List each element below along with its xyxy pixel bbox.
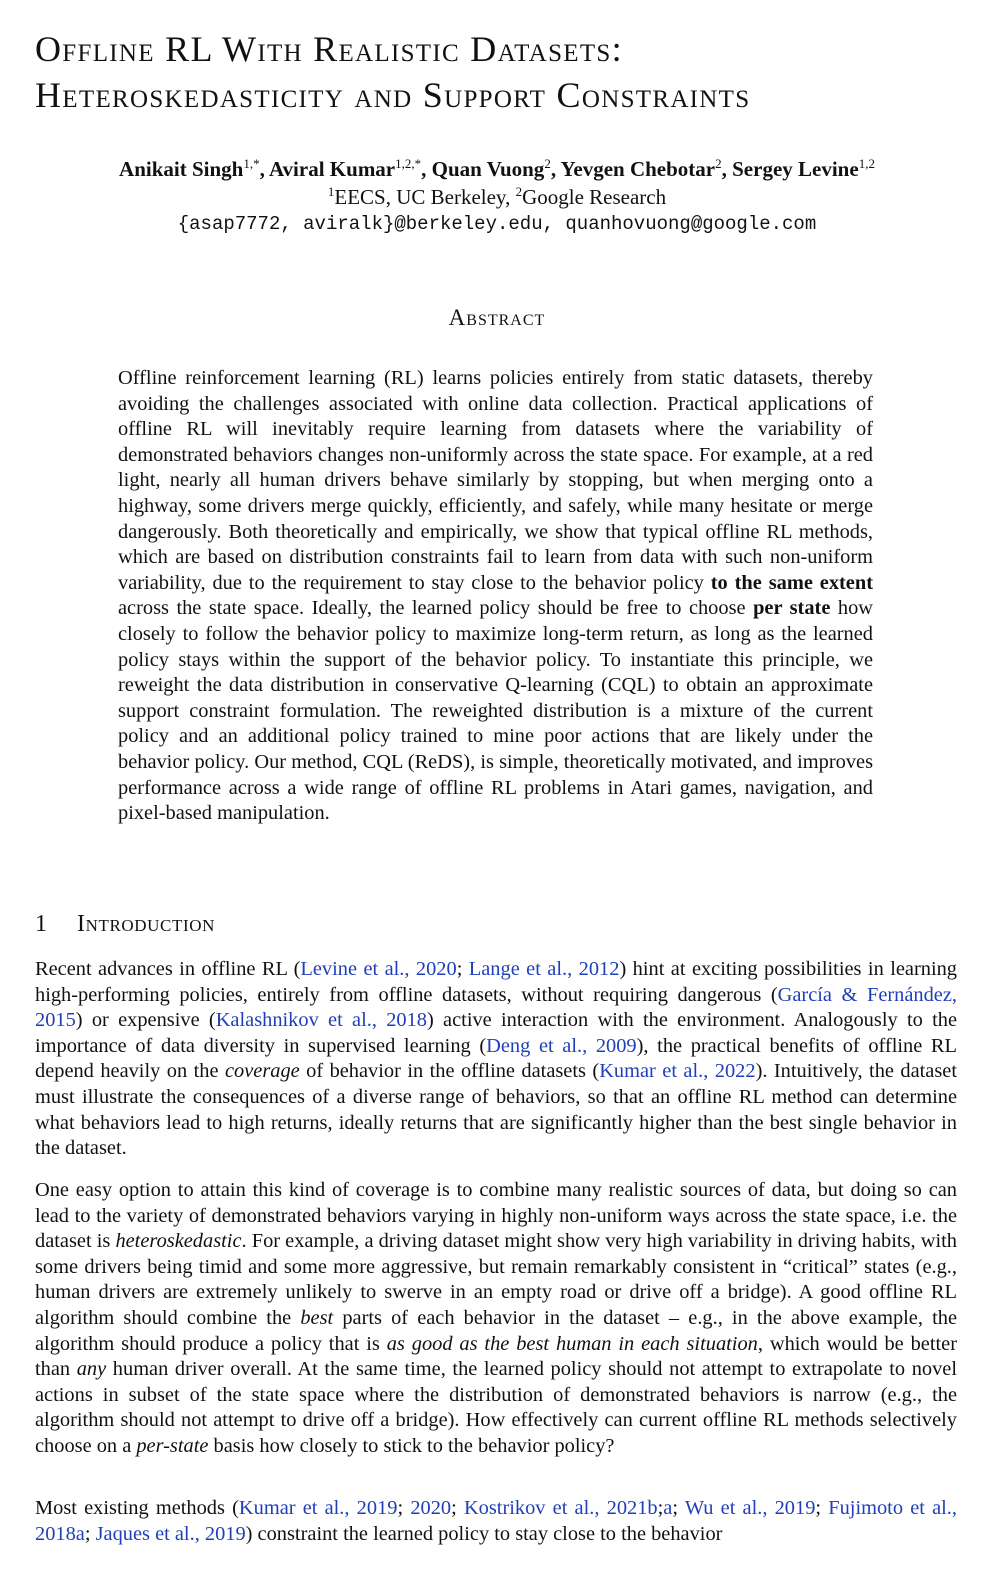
title-line-1: Offline RL With Realistic Datasets: <box>35 29 623 69</box>
paper-title <box>35 26 975 118</box>
author-affiliation-mark: 2 <box>715 156 722 171</box>
text-segment: ; <box>397 1497 411 1519</box>
emphasis: as good as the best human in each situation <box>386 1332 758 1355</box>
author-name: Sergey Levine <box>732 157 859 181</box>
emphasis: coverage <box>224 1060 300 1083</box>
affiliations <box>0 184 994 211</box>
text-segment: . For example, a driving dataset might show very high variability in driving habits, with some drivers being timid and some more aggressive, but remain remarkably consistent in “critical” states (e.g., human drivers are extremely unlikely to swerve in an empty road or drive off a bridge). A good offline RL algorithm should combine the <box>35 1230 957 1329</box>
citation-link[interactable]: Kumar et al., 2019 <box>238 1497 398 1519</box>
text-segment: ; <box>84 1522 96 1545</box>
text-segment: ) constraint the learned policy to stay close to the behavior <box>245 1522 723 1545</box>
text-segment: ) hint at exciting possibilities in learning high-performing policies, entirely from offline datasets, without requiring dangerous ( <box>35 958 957 1006</box>
author-affiliation-mark: 2 <box>544 156 551 171</box>
text-segment: ). Intuitively, the dataset must illustrate the consequences of a diverse range of behaviors, so that an offline RL method can determine what behaviors lead to high returns, ideally returns that are significantly higher than the best single behavior in the dataset. <box>35 1060 958 1160</box>
abstract-text <box>118 366 873 827</box>
affiliation-name: EECS, UC Berkeley, <box>334 185 516 209</box>
text-segment: Recent advances in offline RL ( <box>35 958 301 980</box>
abstract-segment: Offline reinforcement learning (RL) learns policies entirely from static datasets, thereby avoiding the challenges associated with online data collection. Practical applications of offline RL will inevitably require learning from datasets where the variability of demonstrated behaviors changes non-uniformly across the state space. For example, at a red light, nearly all human drivers behave similarly by stopping, but when merging onto a highway, some drivers merge quickly, efficiently, and safely, while many hesitate or merge dangerously. Both theoretically and empirically, we show that typical offline RL methods, which are based on distribution constraints fail to learn from data with such non-uniform variability, due to the requirement to stay close to the behavior policy <box>118 367 873 594</box>
title-line-2: Heteroskedasticity and Support Constraints <box>35 75 751 115</box>
affiliation-name: Google Research <box>522 185 667 209</box>
citation-link[interactable]: a <box>663 1497 673 1519</box>
text-segment: ; <box>451 1497 464 1519</box>
text-segment: human driver overall. At the same time, the learned policy should not attempt to extrapolate to novel actions in subset of the state space where the distribution of demonstrated behaviors is narrow (e.g., the algorithm should not attempt to drive off a bridge). How effectively can current offline RL methods selectively choose on a <box>35 1358 957 1457</box>
author-name: Yevgen Chebotar <box>560 157 716 181</box>
citation-link[interactable]: Kostrikov et al., 2021b <box>463 1497 658 1519</box>
text-segment: ; <box>672 1497 685 1519</box>
abstract-emphasis: per state <box>753 597 831 620</box>
text-segment: One easy option to attain this kind of coverage is to combine many realistic sources of data, but doing so can lead to the variety of demonstrated behaviors varying in highly non-uniform ways across the state space, i.e. the dataset is <box>35 1179 957 1253</box>
author-separator: , <box>550 157 561 181</box>
author-separator: , <box>259 157 269 181</box>
text-segment: ; <box>657 1497 664 1519</box>
author-name: Aviral Kumar <box>268 157 396 181</box>
text-segment: , which would be better than <box>35 1332 957 1381</box>
section-heading-introduction <box>35 908 935 940</box>
section-title: Introduction <box>77 911 215 937</box>
citation-link[interactable]: Lange et al., 2012 <box>468 958 620 980</box>
intro-paragraph-3 <box>35 1496 957 1547</box>
citation-link[interactable]: Kalashnikov et al., 2018 <box>215 1009 427 1032</box>
author-name: Quan Vuong <box>431 157 545 181</box>
text-segment: basis how closely to stick to the behavior policy? <box>208 1434 615 1457</box>
text-segment: Most existing methods ( <box>35 1497 239 1519</box>
emphasis: heteroskedastic <box>115 1230 242 1253</box>
text-segment: parts of each behavior in the dataset – e.g., in the above example, the algorithm should produce a policy that is <box>35 1306 957 1355</box>
citation-link[interactable]: Kumar et al., 2022 <box>599 1060 756 1083</box>
citation-link[interactable]: Fujimoto et al., 2018a <box>35 1497 958 1545</box>
author-separator: , <box>421 157 432 181</box>
author-emails: {asap7772, aviralk}@berkeley.edu, quanhovuong@google.com <box>177 213 817 235</box>
text-segment: ; <box>456 958 469 980</box>
abstract-segment: across the state space. Ideally, the learned policy should be free to choose <box>118 597 754 620</box>
author-affiliation-mark: 1,2,* <box>395 156 422 171</box>
citation-link[interactable]: Levine et al., 2020 <box>300 958 457 980</box>
emphasis: any <box>76 1358 107 1381</box>
text-segment: ), the practical benefits of offline RL depend heavily on the <box>35 1034 957 1083</box>
author-affiliation-mark: 1,2 <box>858 156 875 171</box>
section-number: 1 <box>35 911 48 937</box>
emphasis: best <box>300 1306 334 1329</box>
text-segment: of behavior in the offline datasets ( <box>299 1060 600 1083</box>
citation-link[interactable]: Jaques et al., 2019 <box>95 1522 246 1545</box>
affiliation-mark: 2 <box>515 184 523 199</box>
text-segment: ) active interaction with the environment. Analogously to the importance of data diversity in supervised learning ( <box>35 1009 957 1057</box>
abstract-segment: how closely to follow the behavior policy to maximize long-term return, as long as the learned policy stays within the support of the behavior policy. To instantiate this principle, we reweight the data distribution in conservative Q-learning (CQL) to obtain an approximate support constraint formulation. The reweighted distribution is a mixture of the current policy and an additional policy trained to mine poor actions that are likely under the behavior policy. Our method, CQL (ReDS), is simple, theoretically motivated, and improves performance across a wide range of offline RL problems in Atari games, navigation, and pixel-based manipulation. <box>118 597 873 825</box>
author-name: Anikait Singh <box>119 157 244 181</box>
author-affiliation-mark: 1,* <box>243 156 260 171</box>
citation-link[interactable]: Deng et al., 2009 <box>486 1034 637 1057</box>
emphasis: per-state <box>136 1434 209 1457</box>
abstract-heading: Abstract <box>448 305 546 330</box>
abstract-emphasis: to the same extent <box>710 571 873 594</box>
citation-link[interactable]: Wu et al., 2019 <box>684 1497 816 1519</box>
citation-link[interactable]: 2020 <box>410 1497 452 1519</box>
text-segment: ) or expensive ( <box>75 1009 216 1032</box>
author-list <box>0 156 994 183</box>
intro-paragraph-2 <box>35 1178 957 1460</box>
author-separator: , <box>721 157 733 181</box>
intro-paragraph-1 <box>35 957 957 1162</box>
citation-link[interactable]: García & Fernández, 2015 <box>35 983 957 1032</box>
text-segment: ; <box>815 1497 829 1519</box>
affiliation-mark: 1 <box>327 184 335 199</box>
